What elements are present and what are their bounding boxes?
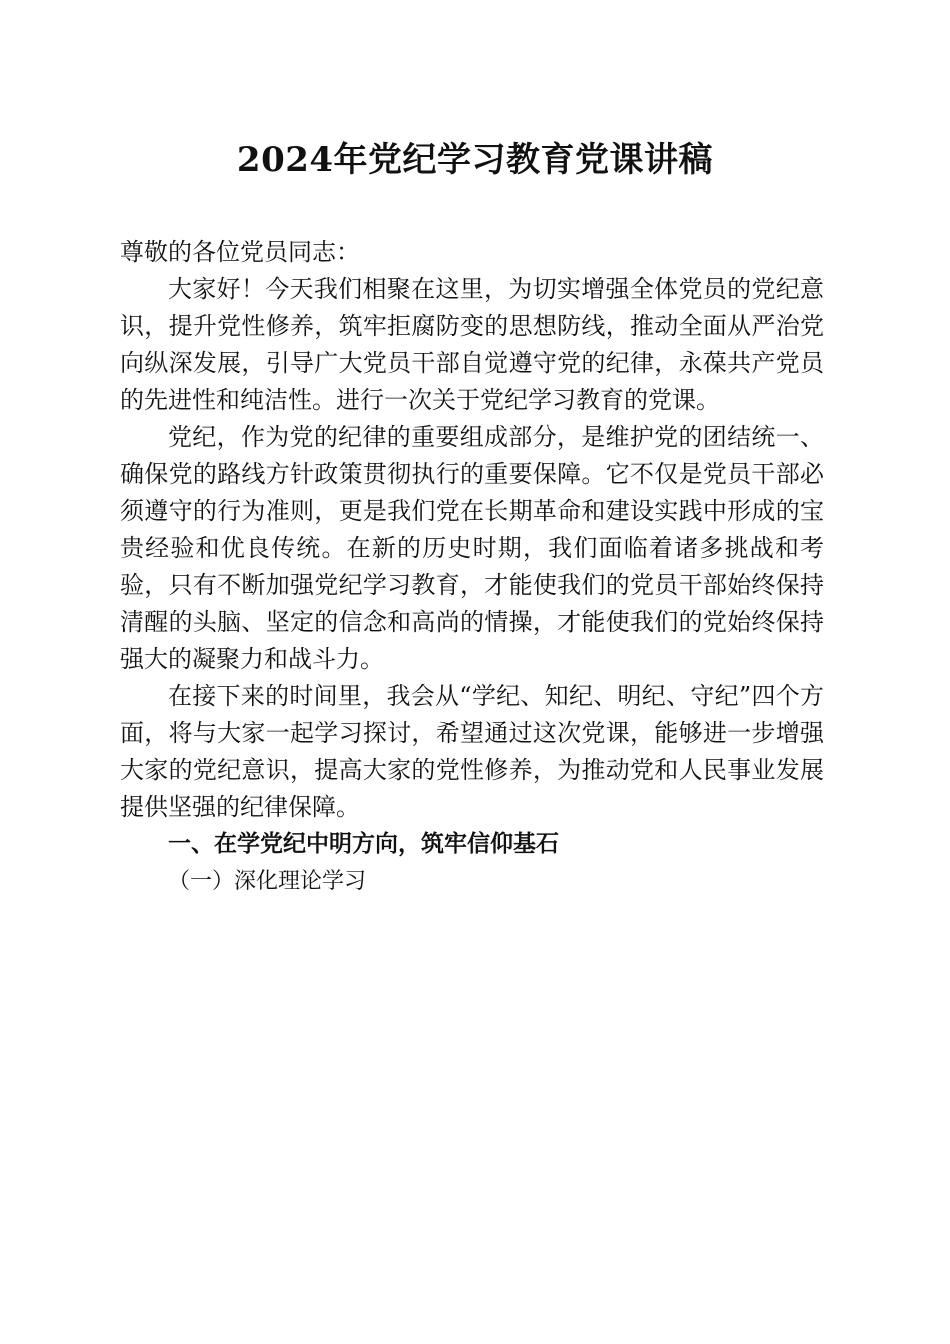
document-body bbox=[120, 234, 824, 900]
paragraph-party-discipline: 党纪，作为党的纪律的重要组成部分，是维护党的团结统一、确保党的路线方针政策贯彻执行的重要保障。它不仅是党员干部必须遵守的行为准则，更是我们党在长期革命和建设实践中形成的宝贵经验和优良传统。在新的历史时期，我们面临着诸多挑战和考验，只有不断加强党纪学习教育，才能使我们的党员干部始终保持清醒的头脑、坚定的信念和高尚的情操，才能使我们的党始终保持强大的凝聚力和战斗力。 bbox=[120, 423, 824, 673]
section-heading-1: 一、在学党纪中明方向，筑牢信仰基石 bbox=[168, 831, 559, 857]
document-title: 2024年党纪学习教育党课讲稿 bbox=[236, 140, 714, 180]
paragraph-outline: 在接下来的时间里，我会从“学纪、知纪、明纪、守纪”四个方面，将与大家一起学习探讨，希望通过这次党课，能够进一步增强大家的党纪意识，提高大家的党性修养，为推动党和人民事业发展提供坚强的纪律保障。 bbox=[120, 682, 824, 821]
paragraph-opening: 大家好！今天我们相聚在这里，为切实增强全体党员的党纪意识，提升党性修养，筑牢拒腐防变的思想防线，推动全面从严治党向纵深发展，引导广大党员干部自觉遵守党的纪律，永葆共产党员的先进性和纯洁性。进行一次关于党纪学习教育的党课。 bbox=[120, 275, 824, 414]
subsection-heading-1: （一）深化理论学习 bbox=[168, 869, 367, 894]
salutation: 尊敬的各位党员同志： bbox=[120, 238, 360, 266]
